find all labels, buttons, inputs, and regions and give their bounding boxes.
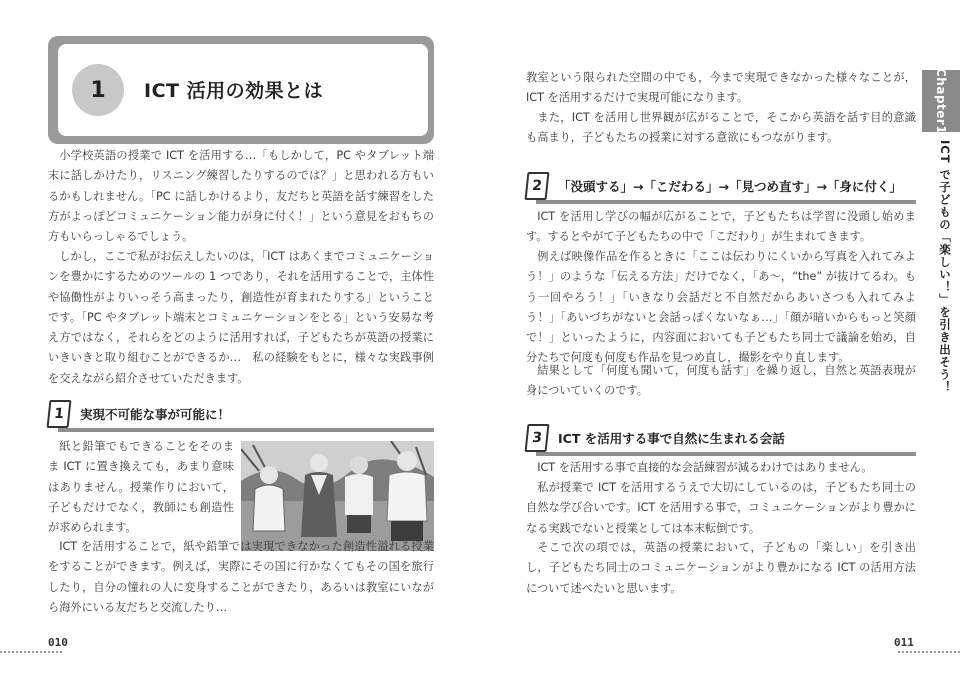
section-1-number: 1 (47, 400, 72, 428)
classroom-photo (241, 441, 434, 551)
chapter-number-badge: 1 (72, 64, 124, 116)
section-2-number: 2 (525, 172, 550, 200)
page-dots-left (0, 651, 62, 653)
page-number-left: 010 (48, 636, 68, 649)
section-2-rule (536, 200, 916, 204)
section-1-rule (58, 428, 434, 432)
chapter-title-inner (58, 44, 428, 136)
section-1-paragraph-a: 紙と鉛筆でもできることをそのまま ICT に置き換えても，あまり意味はありません。授業作りにおいて，子どもだけでなく，教師にも創造性が求められます。 (48, 440, 234, 535)
section-3-title: ICT を活用する事で自然に生まれる会話 (558, 431, 785, 446)
continued-paragraph-2: また，ICT を活用し世界観が広がることで，そこから英語を話す目的意識も高まり，子どもたちの授業に対する意欲にもつながります。 (526, 111, 916, 145)
page-number-right: 011 (894, 636, 914, 649)
chapter-title: ICT 活用の効果とは (144, 80, 324, 102)
section-3-number: 3 (525, 424, 550, 452)
chapter-vertical-caption: ICT で子どもの「楽しい！」を引き出そう！ (938, 140, 952, 394)
intro-paragraph-2: しかし，ここで私がお伝えしたいのは，「ICT はあくまでコミュニケーションを豊かにするためのツールの 1 つであり，それを活用することで，主体性や協働性がよりいっそう高まったり，創造性が育まれたりする」ということです。「PC やタブレット端末とコミュニケーションをとる」という安易な考え方ではなく，それらをどのように活用すれば，子どもたちが英語の授業にいきいきと取り組むことができるか… 私の経験をもとに，様々な実践事例を交えながら紹介させていただきます。 (48, 250, 434, 385)
intro-paragraph-1: 小学校英語の授業で ICT を活用する…「もしかして，PC やタブレット端末に話しかけたり，リスニング練習したりするのでは？」と思われる方もいるかもしれません。「PC に話しかけるより，友だちと英語を話す練習をした方がよっぽどコミュニケーション能力が身に付く！」という意見をおもちの方もいらっしゃるでしょう。 (48, 149, 434, 244)
section-2-paragraph-3: 結果として「何度も聞いて，何度も話す」を繰り返し，自然と英語表現が身についていくのです。 (526, 364, 916, 398)
section-3-paragraph-3: そこで次の項では，英語の授業において，子どもの「楽しい」を引き出し，子どもたち同士のコミュニケーションがより豊かになる ICT の活用方法について述べたいと思います。 (526, 541, 916, 595)
chapter-side-tab[interactable] (922, 67, 960, 135)
section-1-paragraph-b: ICT を活用することで，紙や鉛筆では実現できなかった創造性溢れる授業をすることができます。例えば，実際にその国に行かなくてもその国を旅行したり，自分の憧れの人に変身することができたり，あるいは教室にいながら海外にいる友だちと交流したり… (48, 540, 434, 614)
section-1-heading (48, 400, 434, 434)
section-2-heading (526, 172, 916, 206)
section-1-title: 実現不可能な事が可能に！ (80, 407, 231, 422)
chapter-title-box (48, 36, 434, 144)
section-2-paragraph-2: 例えば映像作品を作るときに「ここは伝わりにくいから写真を入れてみよう！」のような「伝える方法」だけでなく，「あ～，“the” が抜けてるわ。もう一回やろう！」「いきなり会話だと不自然だからあいさつも入れてみよう！」「あいづちがないと会話っぽくないなぁ…」「顔が暗いからもっと笑顔で！」といったように，内容面においても子どもたち同士で議論を始め，自分たちで何度も何度も作品を見つめ直し，撮影をやり直します。 (526, 250, 916, 365)
chapter-side-tab-label: Chapter1 (934, 67, 948, 135)
right-page (480, 0, 960, 680)
page-dots-right (898, 651, 960, 653)
children-photo-illustration (241, 441, 434, 551)
section-2-title: 「没頭する」→「こだわる」→「見つめ直す」→「身に付く」 (558, 179, 902, 194)
continued-paragraph-1: 教室という限られた空間の中でも，今まで実現できなかった様々なことが，ICT を活用するだけで実現可能になります。 (526, 71, 916, 105)
section-2-paragraph-1: ICT を活用し学びの幅が広がることで，子どもたちは学習に没頭し始めます。するとやがて子どもたちの中で「こだわり」が生まれてきます。 (526, 210, 916, 244)
section-3-paragraph-2: 私が授業で ICT を活用するうえで大切にしているのは，子どもたち同士の自然な学び合いです。ICT を活用する事で，コミュニケーションがより豊かになる実践でないと授業としては本末転倒です。 (526, 481, 916, 535)
section-3-rule (536, 452, 916, 456)
section-3-heading (526, 424, 916, 458)
section-3-paragraph-1: ICT を活用する事で直接的な会話練習が減るわけではありません。 (537, 461, 873, 474)
